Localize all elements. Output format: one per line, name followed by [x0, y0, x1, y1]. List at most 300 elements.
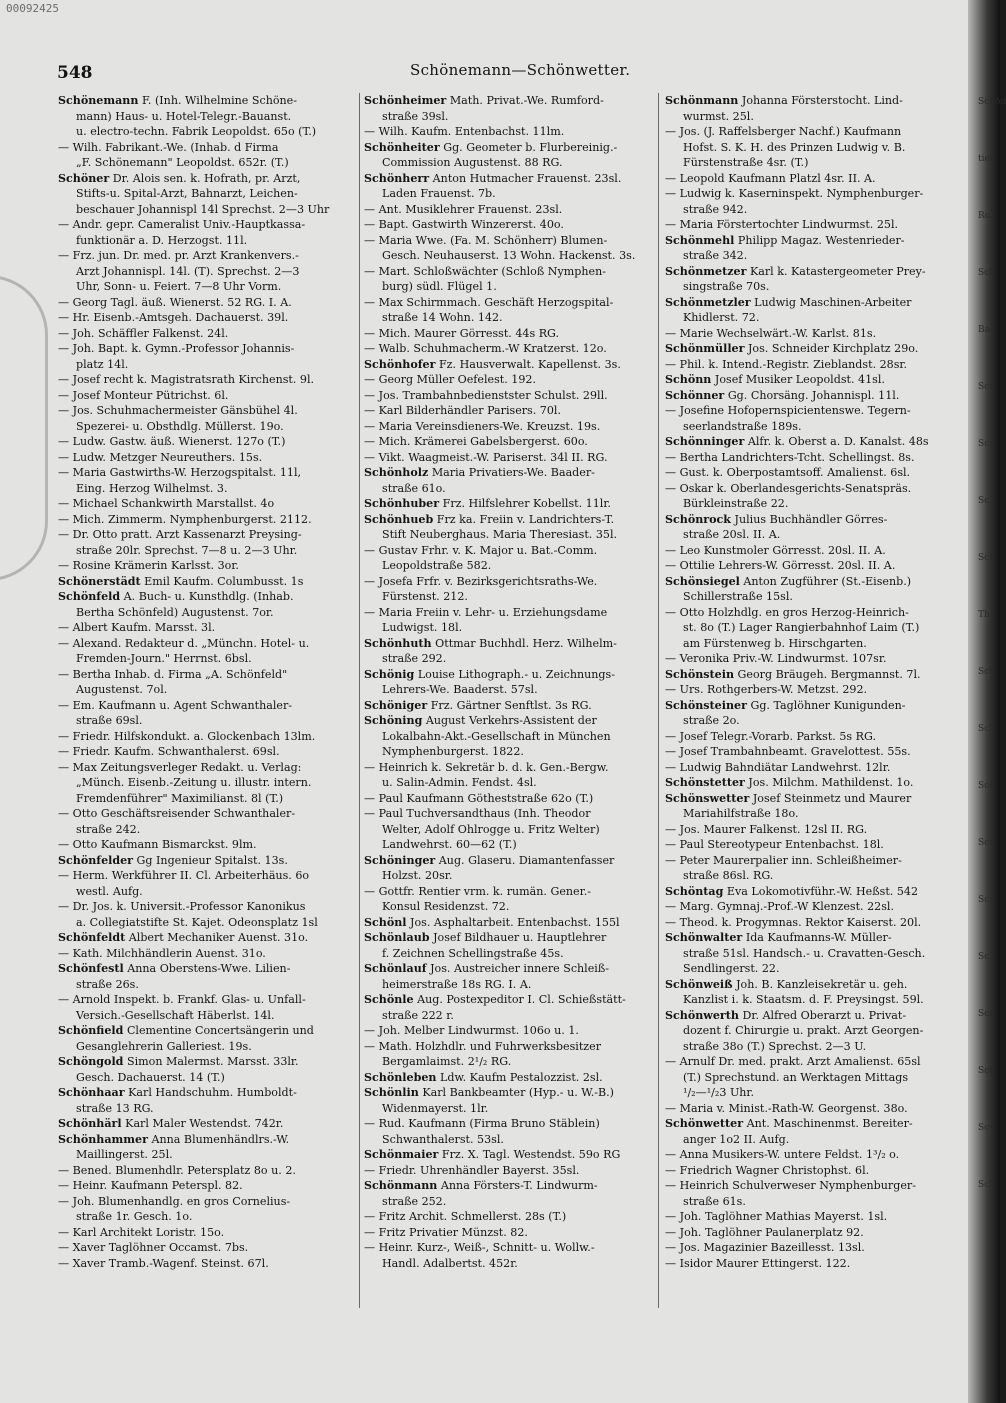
directory-entry-line: [665, 1101, 961, 1117]
entry-text: am Fürstenweg b. Hirschgarten.: [683, 636, 867, 650]
page-number: 548: [57, 63, 93, 83]
directory-entry-line: [364, 496, 660, 512]
entry-text: — Xaver Tramb.-Wagenf. Steinst. 67l.: [58, 1256, 269, 1270]
directory-entry-line: [58, 1240, 354, 1256]
directory-column-3: [665, 93, 961, 1271]
entry-text: — Arnulf Dr. med. prakt. Arzt Amalienst. 65sl: [665, 1055, 921, 1068]
directory-entry-line: [665, 357, 961, 373]
entry-text: — Theod. k. Progymnas. Rektor Kaiserst. 20l.: [665, 915, 922, 929]
entry-text: Widenmayerst. 1lr.: [382, 1101, 489, 1115]
directory-entry-line: [364, 698, 660, 714]
entry-surname: Schönswetter: [665, 791, 750, 805]
directory-entry-line: [364, 450, 660, 466]
directory-entry-line: [58, 791, 354, 807]
entry-text: — Hr. Eisenb.-Amtsgeh. Dachauerst. 39l.: [58, 311, 289, 324]
directory-entry-line: [364, 558, 660, 574]
entry-text: Bürkleinstraße 22.: [683, 497, 789, 510]
directory-entry-line: [364, 1101, 660, 1117]
directory-entry-line: [665, 155, 961, 171]
directory-entry-line: [364, 837, 660, 853]
directory-entry-line: [665, 140, 961, 156]
edge-fragment: Sc: [978, 496, 990, 506]
entry-text: platz 14l.: [76, 357, 129, 371]
entry-text: — Jos. Schuhmachermeister Gänsbühel 4l.: [58, 404, 298, 417]
entry-text: straße 26s.: [76, 977, 139, 991]
directory-entry-line: [364, 760, 660, 776]
directory-entry-line: [665, 589, 961, 605]
entry-text: — Josef recht k. Magistratsrath Kirchenst. 9l.: [58, 373, 315, 386]
directory-entry-line: [665, 1256, 961, 1272]
entry-text: (T.) Sprechstund. an Werktagen Mittags: [683, 1070, 909, 1084]
entry-text: — Ludw. Metzger Neureuthers. 15s.: [58, 450, 263, 464]
directory-entry-line: [58, 620, 354, 636]
entry-surname: Schönholz: [364, 466, 429, 479]
edge-fragment: Sch: [978, 724, 996, 734]
entry-text: Anton Zugführer (St.-Eisenb.): [743, 574, 912, 588]
entry-text: — Gustav Frhr. v. K. Major u. Bat.-Comm.: [364, 543, 598, 557]
entry-text: — Maria Wwe. (Fa. M. Schönherr) Blumen-: [364, 233, 608, 247]
entry-text: Commission Augustenst. 88 RG.: [382, 156, 563, 169]
entry-text: Konsul Residenzst. 72.: [382, 900, 510, 913]
directory-entry-line: [58, 434, 354, 450]
entry-text: — Paul Tuchversandthaus (Inh. Theodor: [364, 807, 591, 820]
directory-entry-line: [665, 806, 961, 822]
entry-surname: Schönerstädt: [58, 574, 141, 588]
directory-entry-line: [665, 419, 961, 435]
directory-entry-line: [58, 1163, 354, 1179]
entry-text: — Heinr. Kurz-, Weiß-, Schnitt- u. Wollw.-: [364, 1241, 595, 1254]
directory-entry-line: [364, 248, 660, 264]
entry-text: st. 8o (T.) Lager Rangierbahnhof Laim (T.): [683, 621, 920, 634]
entry-text: — Marie Wechselwärt.-W. Karlst. 81s.: [665, 326, 877, 340]
directory-entry-line: [665, 512, 961, 528]
directory-entry-line: [665, 279, 961, 295]
entry-text: Fremden-Journ." Herrnst. 6bsl.: [76, 652, 252, 665]
entry-text: Joh. B. Kanzleisekretär u. geh.: [736, 977, 908, 991]
entry-text: Math. Privat.-We. Rumford-: [449, 94, 604, 107]
directory-entry-line: [665, 295, 961, 311]
entry-text: straße 20sl. II. A.: [683, 528, 781, 541]
entry-text: — Leo Kunstmoler Görresst. 20sl. II. A.: [665, 543, 886, 557]
entry-surname: Schönlauf: [364, 962, 427, 975]
directory-entry-line: [665, 605, 961, 621]
directory-entry-line: [58, 233, 354, 249]
entry-text: Bergamlaimst. 2¹/₂ RG.: [382, 1055, 512, 1068]
edge-fragment: Sch: [978, 667, 996, 677]
directory-entry-line: [58, 868, 354, 884]
entry-surname: Schöninger: [364, 853, 436, 867]
directory-entry-line: [364, 1163, 660, 1179]
directory-entry-line: [58, 930, 354, 946]
directory-entry-line: [364, 543, 660, 559]
entry-text: Handl. Adalbertst. 452r.: [382, 1256, 518, 1270]
directory-entry-line: [665, 682, 961, 698]
entry-surname: Schönhueb: [364, 512, 434, 526]
directory-entry-line: [58, 248, 354, 264]
directory-entry-line: [665, 1085, 961, 1101]
directory-entry-line: [364, 822, 660, 838]
entry-text: Welter, Adolf Ohlrogge u. Fritz Welter): [382, 822, 600, 836]
directory-entry-line: [665, 434, 961, 450]
entry-text: — Ottilie Lehrers-W. Görresst. 20sl. II. A.: [665, 559, 896, 572]
entry-text: — Heinrich k. Sekretär b. d. k. Gen.-Bergw.: [364, 760, 609, 774]
directory-entry-line: [665, 1209, 961, 1225]
directory-entry-line: [364, 1178, 660, 1194]
entry-surname: Schönmetzler: [665, 295, 751, 309]
directory-entry-line: [364, 636, 660, 652]
directory-entry-line: [665, 248, 961, 264]
entry-text: Ottmar Buchhdl. Herz. Wilhelm-: [435, 636, 617, 650]
entry-surname: Schönmaier: [364, 1148, 439, 1161]
entry-text: wurmst. 25l.: [683, 109, 754, 123]
entry-text: Ldw. Kaufm Pestalozzist. 2sl.: [439, 1070, 603, 1084]
directory-entry-line: [58, 574, 354, 590]
entry-text: Jos. Schneider Kirchplatz 29o.: [747, 342, 919, 355]
edge-fragment: Sch: [978, 268, 996, 278]
entry-text: — Maria v. Minist.-Rath-W. Georgenst. 38o.: [665, 1101, 908, 1115]
directory-entry-line: [364, 217, 660, 233]
directory-entry-line: [58, 1085, 354, 1101]
directory-entry-line: [364, 961, 660, 977]
entry-text: Clementine Concertsängerin und: [126, 1024, 314, 1037]
entry-surname: Schönninger: [665, 435, 745, 448]
entry-surname: Schönhofer: [364, 357, 436, 371]
directory-entry-line: [364, 310, 660, 326]
entry-surname: Schönstetter: [665, 776, 745, 789]
entry-text: — Herm. Werkführer II. Cl. Arbeiterhäus. 6o: [58, 869, 310, 882]
entry-text: — Ludwig k. Kaserninspekt. Nymphenburger-: [665, 187, 924, 200]
running-head: Schönemann—Schönwetter.: [410, 61, 631, 79]
entry-text: Landwehrst. 60—62 (T.): [382, 838, 517, 851]
entry-text: Aug. Postexpeditor I. Cl. Schießstätt-: [417, 993, 626, 1006]
entry-text: Spezerei- u. Obsthdlg. Müllerst. 19o.: [76, 419, 284, 433]
directory-entry-line: [665, 868, 961, 884]
directory-entry-line: [58, 760, 354, 776]
entry-text: — Isidor Maurer Ettingerst. 122.: [665, 1256, 851, 1270]
entry-surname: Schönig: [364, 667, 415, 681]
entry-text: Aug. Glaseru. Diamantenfasser: [438, 853, 615, 867]
entry-text: Fremdenführer" Maximilianst. 8l (T.): [76, 791, 284, 805]
edge-fragment: Sch: [978, 781, 996, 791]
directory-entry-line: [665, 1039, 961, 1055]
directory-entry-line: [58, 605, 354, 621]
entry-surname: Schönwalter: [665, 931, 743, 944]
entry-text: Maria Privatiers-We. Baader-: [431, 466, 595, 479]
directory-entry-line: [364, 744, 660, 760]
directory-entry-line: [665, 636, 961, 652]
directory-entry-line: [665, 527, 961, 543]
entry-text: Gg. Chorsäng. Johannispl. 11l.: [727, 388, 900, 402]
entry-surname: Schönmetzer: [665, 264, 747, 278]
directory-entry-line: [364, 357, 660, 373]
directory-entry-line: [58, 992, 354, 1008]
directory-entry-line: [58, 1070, 354, 1086]
edge-fragment: Schön: [978, 97, 1006, 107]
directory-entry-line: [58, 698, 354, 714]
directory-entry-line: [364, 713, 660, 729]
directory-entry-line: [58, 264, 354, 280]
entry-text: — Friedr. Uhrenhändler Bayerst. 35sl.: [364, 1163, 580, 1177]
entry-surname: Schönheimer: [364, 94, 447, 107]
directory-entry-line: [665, 884, 961, 900]
entry-surname: Schönhaar: [58, 1086, 125, 1099]
directory-entry-line: [58, 295, 354, 311]
directory-entry-line: [364, 899, 660, 915]
entry-text: Anton Hutmacher Frauenst. 23sl.: [432, 171, 622, 185]
entry-surname: Schönl: [364, 915, 407, 929]
entry-text: — Maria Förstertochter Lindwurmst. 25l.: [665, 218, 899, 231]
directory-entry-line: [364, 992, 660, 1008]
entry-surname: Schönrock: [665, 512, 731, 526]
entry-text: Julius Buchhändler Görres-: [734, 512, 888, 526]
directory-entry-line: [665, 403, 961, 419]
entry-text: Frz. X. Tagl. Westendst. 59o RG: [441, 1148, 621, 1161]
entry-surname: Schönmann: [665, 94, 739, 107]
directory-entry-line: [665, 651, 961, 667]
entry-text: — Wilh. Fabrikant.-We. (Inhab. d Firma: [58, 140, 279, 154]
entry-surname: Schönherr: [364, 171, 430, 185]
entry-text: Philipp Magaz. Westenrieder-: [737, 233, 905, 247]
entry-text: Lehrers-We. Baaderst. 57sl.: [382, 683, 538, 696]
entry-text: — Gottfr. Rentier vrm. k. rumän. Gener.-: [364, 884, 591, 898]
entry-surname: Schönheiter: [364, 140, 440, 154]
directory-entry-line: [58, 1178, 354, 1194]
directory-entry-line: [665, 1070, 961, 1086]
entry-text: Karl Maler Westendst. 742r.: [125, 1117, 284, 1130]
entry-text: Josef Bildhauer u. Hauptlehrer: [433, 931, 607, 944]
entry-text: — Joh. Blumenhandlg. en gros Cornelius-: [58, 1194, 291, 1208]
entry-text: heimerstraße 18s RG. I. A.: [382, 977, 532, 991]
entry-text: Louise Lithograph.- u. Zeichnungs-: [417, 667, 615, 681]
directory-entry-line: [364, 527, 660, 543]
directory-entry-line: [364, 775, 660, 791]
entry-text: straße 942.: [683, 202, 748, 216]
entry-surname: Schönlin: [364, 1086, 419, 1099]
directory-entry-line: [665, 465, 961, 481]
directory-entry-line: [665, 388, 961, 404]
entry-text: — Xaver Taglöhner Occamst. 7bs.: [58, 1241, 249, 1254]
entry-text: — Michael Schankwirth Marstallst. 4o: [58, 497, 275, 510]
entry-text: Versich.-Gesellschaft Häberlst. 14l.: [76, 1008, 275, 1022]
directory-entry-line: [364, 1023, 660, 1039]
entry-text: Josef Musiker Leopoldst. 41sl.: [714, 373, 885, 386]
entry-surname: Schönstein: [665, 667, 735, 681]
entry-text: westl. Aufg.: [76, 884, 143, 898]
entry-text: — Josefine Hofopernspicientenswe. Tegern-: [665, 404, 911, 417]
directory-entry-line: [364, 977, 660, 993]
directory-entry-line: [364, 1209, 660, 1225]
directory-entry-line: [58, 124, 354, 140]
entry-text: — Dr. Otto pratt. Arzt Kassenarzt Preysing-: [58, 528, 302, 541]
entry-text: — Karl Bilderhändler Parisers. 70l.: [364, 404, 561, 417]
entry-text: August Verkehrs-Assistent der: [425, 714, 597, 727]
entry-surname: Schöniger: [364, 698, 428, 712]
entry-text: Maillingerst. 25l.: [76, 1148, 173, 1161]
directory-entry-line: [665, 1132, 961, 1148]
edge-fragment: Sc: [978, 1123, 990, 1133]
directory-entry-line: [665, 264, 961, 280]
entry-text: — Mich. Krämerei Gabelsbergerst. 60o.: [364, 435, 588, 448]
entry-text: seerlandstraße 189s.: [683, 419, 802, 433]
directory-entry-line: [364, 372, 660, 388]
entry-text: — Ludwig Bahndiätar Landwehrst. 12lr.: [665, 760, 891, 774]
directory-entry-line: [665, 372, 961, 388]
entry-text: Karl Handschuhm. Humboldt-: [128, 1086, 297, 1099]
directory-entry-line: [58, 171, 354, 187]
entry-text: straße 20lr. Sprechst. 7—8 u. 2—3 Uhr.: [76, 543, 298, 557]
entry-text: Gesch. Dachauerst. 14 (T.): [76, 1070, 225, 1084]
directory-entry-line: [364, 729, 660, 745]
directory-entry-line: [58, 775, 354, 791]
entry-text: — Urs. Rothgerbers-W. Metzst. 292.: [665, 683, 868, 696]
directory-entry-line: [364, 434, 660, 450]
directory-entry-line: [58, 1209, 354, 1225]
entry-text: — Jos. Maurer Falkenst. 12sl II. RG.: [665, 822, 868, 836]
entry-text: — Phil. k. Intend.-Registr. Zieblandst. 28sr.: [665, 357, 908, 371]
directory-entry-line: [364, 93, 660, 109]
entry-text: — Anna Musikers-W. untere Feldst. 1³/₂ o.: [665, 1148, 900, 1161]
entry-surname: Schönwerth: [665, 1008, 739, 1022]
entry-text: — Bened. Blumenhdlr. Petersplatz 8o u. 2.: [58, 1163, 296, 1177]
directory-entry-line: [665, 744, 961, 760]
entry-text: Ludwig Maschinen-Arbeiter: [754, 295, 912, 309]
entry-text: singstraße 70s.: [683, 280, 770, 293]
directory-entry-line: [364, 915, 660, 931]
entry-text: — Dr. Jos. k. Universit.-Professor Kanonikus: [58, 900, 306, 913]
directory-entry-line: [665, 341, 961, 357]
entry-text: straße 61o.: [382, 481, 446, 495]
entry-text: — Jos. Magazinier Bazeillesst. 13sl.: [665, 1241, 865, 1254]
directory-entry-line: [665, 930, 961, 946]
directory-entry-line: [58, 1023, 354, 1039]
entry-text: straße 1r. Gesch. 1o.: [76, 1210, 193, 1223]
entry-surname: Schöner: [58, 171, 110, 185]
entry-text: straße 13 RG.: [76, 1101, 154, 1115]
entry-text: Stifts-u. Spital-Arzt, Bahnarzt, Leichen-: [76, 187, 298, 200]
directory-entry-line: [364, 1070, 660, 1086]
directory-entry-line: [58, 310, 354, 326]
entry-text: Leopoldstraße 582.: [382, 559, 492, 572]
entry-surname: Schöntag: [665, 884, 724, 898]
directory-entry-line: [665, 822, 961, 838]
directory-entry-line: [665, 713, 961, 729]
entry-text: straße 38o (T.) Sprechst. 2—3 U.: [683, 1039, 867, 1053]
entry-text: — Joh. Bapt. k. Gymn.-Professor Johannis-: [58, 342, 295, 355]
edge-fragment: Sch: [978, 382, 996, 392]
directory-entry-line: [364, 1008, 660, 1024]
entry-text: — Otto Geschäftsreisender Schwanthaler-: [58, 807, 296, 820]
entry-text: Schillerstraße 15sl.: [683, 590, 793, 603]
directory-entry-line: [364, 109, 660, 125]
directory-entry-line: [665, 574, 961, 590]
entry-text: — Josef Trambahnbeamt. Gravelottest. 55s.: [665, 745, 911, 758]
directory-entry-line: [364, 667, 660, 683]
entry-text: — Mich. Maurer Görresst. 44s RG.: [364, 326, 560, 340]
entry-text: F. (Inh. Wilhelmine Schöne-: [141, 94, 297, 107]
entry-text: straße 292.: [382, 652, 447, 665]
directory-entry-line: [665, 791, 961, 807]
directory-entry-line: [364, 589, 660, 605]
directory-entry-line: [58, 667, 354, 683]
directory-entry-line: [364, 419, 660, 435]
directory-entry-line: [364, 682, 660, 698]
entry-text: Kanzlist i. k. Staatsm. d. F. Preysingst. 59l.: [683, 993, 924, 1006]
entry-surname: Schönfield: [58, 1024, 124, 1037]
directory-entry-line: [364, 1116, 660, 1132]
directory-entry-line: [58, 1256, 354, 1272]
directory-entry-line: [665, 698, 961, 714]
entry-text: Fürstenst. 212.: [382, 590, 468, 603]
entry-text: Schwanthalerst. 53sl.: [382, 1132, 504, 1146]
entry-text: — Kath. Milchhändlerin Auenst. 31o.: [58, 946, 266, 960]
directory-entry-line: [665, 915, 961, 931]
entry-text: — Rud. Kaufmann (Firma Bruno Stäblein): [364, 1117, 600, 1130]
directory-entry-line: [665, 310, 961, 326]
entry-text: dozent f. Chirurgie u. prakt. Arzt Georgen-: [683, 1024, 924, 1037]
entry-text: — Bertha Inhab. d. Firma „A. Schönfeld": [58, 667, 288, 681]
entry-text: Simon Malermst. Marsst. 33lr.: [126, 1055, 299, 1068]
entry-text: — Gust. k. Oberpostamtsoff. Amalienst. 6sl.: [665, 466, 911, 479]
entry-text: straße 86sl. RG.: [683, 869, 774, 882]
entry-surname: Schönleben: [364, 1070, 437, 1084]
entry-text: Dr. Alois sen. k. Hofrath, pr. Arzt,: [112, 171, 301, 185]
edge-fragment: Sch: [978, 838, 996, 848]
directory-entry-line: [665, 1054, 961, 1070]
entry-surname: Schönn: [665, 373, 712, 386]
directory-entry-line: [665, 1163, 961, 1179]
directory-entry-line: [58, 1194, 354, 1210]
directory-entry-line: [58, 837, 354, 853]
entry-text: — Alexand. Redakteur d. „Münchn. Hotel- u.: [58, 636, 310, 650]
directory-entry-line: [364, 651, 660, 667]
entry-text: Khidlerst. 72.: [683, 311, 760, 324]
binding-ring-shadow: [0, 275, 48, 581]
entry-surname: Schönmüller: [665, 342, 745, 355]
entry-text: Georg Bräugeh. Bergmannst. 7l.: [737, 667, 921, 681]
directory-entry-line: [58, 341, 354, 357]
directory-entry-line: [665, 667, 961, 683]
directory-entry-line: [665, 1116, 961, 1132]
directory-entry-line: [58, 651, 354, 667]
directory-entry-line: [58, 109, 354, 125]
entry-text: — Paul Kaufmann Götheststraße 62o (T.): [364, 791, 594, 805]
entry-text: — Josefa Frfr. v. Bezirksgerichtsraths-We.: [364, 574, 598, 588]
directory-entry-line: [665, 760, 961, 776]
directory-entry-line: [665, 481, 961, 497]
directory-entry-line: [58, 1008, 354, 1024]
entry-text: u. electro-techn. Fabrik Leopoldst. 65o (T.): [76, 125, 317, 138]
directory-entry-line: [58, 140, 354, 156]
directory-entry-line: [58, 713, 354, 729]
directory-entry-line: [58, 1116, 354, 1132]
entry-text: — Albert Kaufm. Marsst. 3l.: [58, 621, 216, 634]
directory-entry-line: [58, 744, 354, 760]
directory-entry-line: [58, 202, 354, 218]
directory-entry-line: [665, 202, 961, 218]
directory-entry-line: [665, 853, 961, 869]
directory-entry-line: [58, 977, 354, 993]
entry-text: Holzst. 20sr.: [382, 869, 453, 882]
entry-surname: Schönsiegel: [665, 574, 740, 588]
entry-text: Uhr, Sonn- u. Feiert. 7—8 Uhr Vorm.: [76, 280, 282, 293]
entry-text: Ida Kaufmanns-W. Müller-: [745, 931, 892, 944]
directory-entry-line: [665, 93, 961, 109]
entry-text: straße 342.: [683, 249, 748, 262]
entry-surname: Schönfelder: [58, 853, 134, 867]
entry-text: Sendlingerst. 22.: [683, 962, 780, 975]
directory-entry-line: [665, 1147, 961, 1163]
directory-entry-line: [364, 326, 660, 342]
